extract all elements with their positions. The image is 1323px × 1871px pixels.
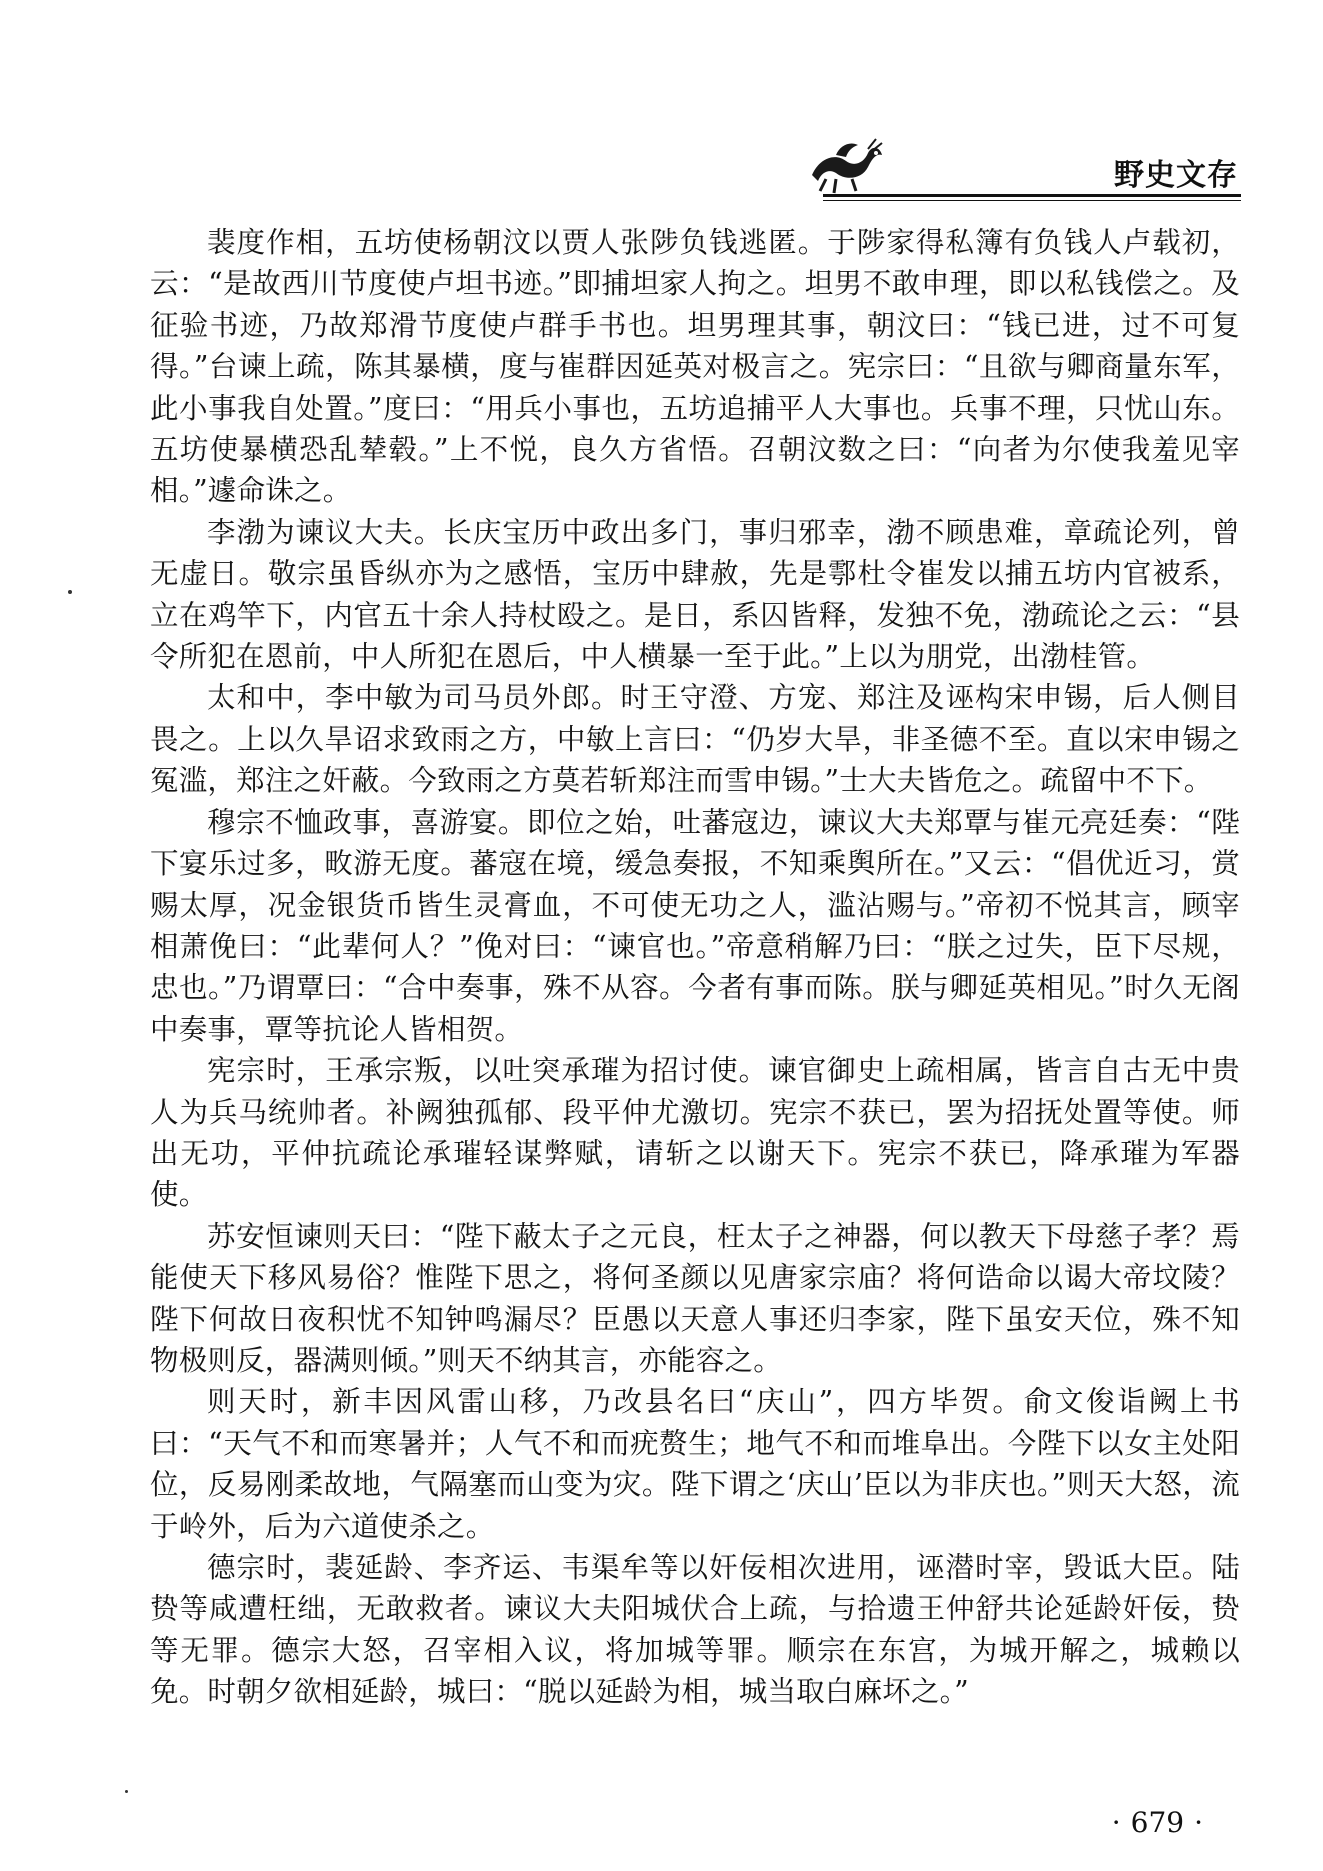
paragraph: 李渤为谏议大夫。长庆宝历中政出多门，事归邪幸，渤不顾患难，章疏论列，曾无虚日。敬宗虽昏纵亦为之感悟，宝历中肆赦，先是鄠杜令崔发以捕五坊内官被系，立在鸡竿下，内官五十余人持杖殴之。是日，系囚皆释，发独不免，渤疏论之云：“县令所犯在恩前，中人所犯在恩后，中人横暴一至于此。”上以为朋党，出渤桂管。 bbox=[150, 515, 1240, 674]
paragraph: 德宗时，裴延龄、李齐运、韦渠牟等以奸佞相次进用，诬潜时宰，毁诋大臣。陆贽等咸遭枉绌，无敢救者。谏议大夫阳城伏合上疏，与拾遗王仲舒共论延龄奸佞，贽等无罪。德宗大怒，召宰相入议，将加城等罪。顺宗在东宫，为城开解之，城赖以免。时朝夕欲相延龄，城曰：“脱以延龄为相，城当取白麻坏之。” bbox=[150, 1551, 1240, 1709]
page-number-dot-right: · bbox=[1194, 1806, 1203, 1839]
page-number-value: 679 bbox=[1130, 1806, 1185, 1839]
header-rule bbox=[823, 194, 1241, 197]
paragraph: 穆宗不恤政事，喜游宴。即位之始，吐蕃寇边，谏议大夫郑覃与崔元亮廷奏：“陛下宴乐过多，畋游无度。蕃寇在境，缓急奏报，不知乘舆所在。”又云：“倡优近习，赏赐太厚，况金银货币皆生灵膏血，不可使无功之人，滥沾赐与。”帝初不悦其言，顾宰相萧俛曰：“此辈何人？”俛对曰：“谏官也。”帝意稍解乃曰：“朕之过失，臣下尽规，忠也。”乃谓覃曰：“合中奏事，殊不从容。今者有事而陈。朕与卿延英相见。”时久无阁中奏事，覃等抗论人皆相贺。 bbox=[150, 805, 1240, 1046]
paragraph: 宪宗时，王承宗叛，以吐突承璀为招讨使。谏官御史上疏相属，皆言自古无中贵人为兵马统帅者。补阙独孤郁、段平仲尤激切。宪宗不获已，罢为招抚处置等使。师出无功，平仲抗疏论承璀轻谋弊赋，请斩之以谢天下。宪宗不获已，降承璀为军器使。 bbox=[150, 1054, 1240, 1212]
page-number-dot-left: · bbox=[1111, 1806, 1121, 1839]
header-rule-thin bbox=[823, 200, 1241, 201]
scan-speck bbox=[125, 1790, 128, 1793]
dragon-emblem-icon bbox=[806, 135, 886, 195]
paragraph: 苏安恒谏则天曰：“陛下蔽太子之元良，枉太子之神器，何以教天下母慈子孝？焉能使天下移风易俗？惟陛下思之，将何圣颜以见唐家宗庙？将何诰命以谒大帝坟陵？陛下何故日夜积忧不知钟鸣漏尽？臣愚以天意人事还归李家，陛下虽安天位，殊不知物极则反，器满则倾。”则天不纳其言，亦能容之。 bbox=[150, 1219, 1240, 1377]
scan-speck bbox=[68, 590, 72, 594]
series-title: 野史文存 bbox=[1114, 158, 1238, 193]
paragraph: 太和中，李中敏为司马员外郎。时王守澄、方宠、郑注及诬构宋申锡，后人侧目畏之。上以久旱诏求致雨之方，中敏上言曰：“仍岁大旱，非圣德不至。直以宋申锡之冤滥，郑注之奸蔽。今致雨之方莫若斩郑注而雪申锡。”士大夫皆危之。疏留中不下。 bbox=[150, 681, 1240, 798]
page-number bbox=[1102, 1806, 1213, 1839]
paragraph: 则天时，新丰因风雷山移，乃改县名曰“庆山”，四方毕贺。俞文俊诣阙上书曰：“天气不和而寒暑并；人气不和而疣赘生；地气不和而堆阜出。今陛下以女主处阳位，反易刚柔故地，气隔塞而山变为灾。陛下谓之‘庆山’臣以为非庆也。”则天大怒，流于岭外，后为六道使杀之。 bbox=[150, 1385, 1240, 1543]
body-text bbox=[150, 222, 1240, 1713]
paragraph: 裴度作相，五坊使杨朝汶以贾人张陟负钱逃匿。于陟家得私簿有负钱人卢载初，云：“是故西川节度使卢坦书迹。”即捕坦家人拘之。坦男不敢申理，即以私钱偿之。及征验书迹，乃故郑滑节度使卢群手书也。坦男理其事，朝汶曰：“钱已进，过不可复得。”台谏上疏，陈其暴横，度与崔群因延英对极言之。宪宗曰：“且欲与卿商量东军，此小事我自处置。”度曰：“用兵小事也，五坊追捕平人大事也。兵事不理，只忧山东。五坊使暴横恐乱辇毂。”上不悦，良久方省悟。召朝汶数之曰：“向者为尔使我羞见宰相。”遽命诛之。 bbox=[150, 226, 1240, 508]
